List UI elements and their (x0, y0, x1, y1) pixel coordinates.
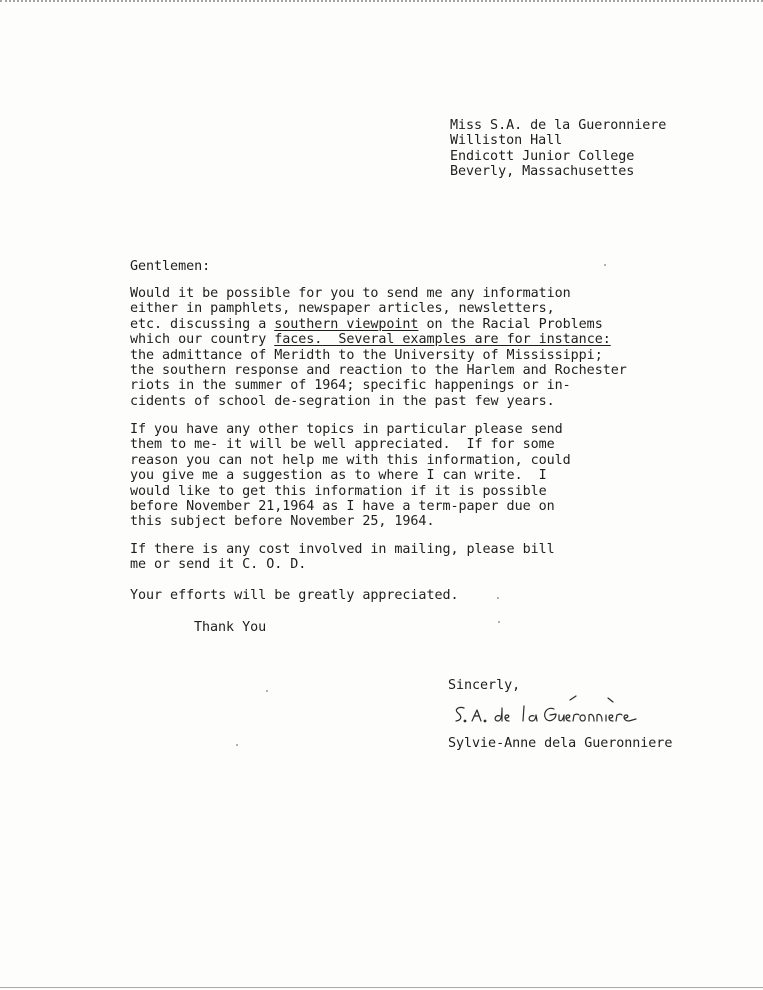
body-line: me or send it C. O. D. (130, 557, 307, 573)
underlined-word: faces. (274, 332, 323, 348)
address-line: Williston Hall (450, 133, 563, 149)
paragraph-2 (130, 422, 571, 530)
handwritten-signature (446, 694, 646, 728)
underlined-phrase: Several examples are for instance: (322, 332, 611, 348)
salutation: Gentlemen: (130, 259, 211, 274)
body-line: either in pamphlets, newspaper articles, newsletters, (130, 301, 555, 317)
paragraph-1 (130, 286, 627, 409)
paper-speck (497, 597, 499, 599)
body-line: this subject before November 25, 1964. (130, 514, 435, 530)
paper-speck (266, 690, 268, 692)
body-line: the southern response and reaction to the Harlem and Rochester (130, 363, 627, 379)
body-line: riots in the summer of 1964; specific happenings or in- (130, 378, 571, 394)
body-line: If there is any cost involved in mailing, please bill (130, 542, 555, 557)
address-line: Beverly, Massachusettes (450, 164, 635, 180)
underlined-phrase: southern viewpoint (274, 316, 419, 332)
paper-speck (604, 264, 606, 266)
typed-name: Sylvie-Anne dela Gueronniere (448, 736, 673, 751)
body-line: which our country (130, 332, 275, 348)
address-line: Endicott Junior College (450, 148, 635, 164)
body-line: them to me- it will be well appreciated. If for some (130, 437, 555, 453)
paragraph-3 (130, 542, 555, 573)
body-line: etc. discussing a (130, 316, 275, 332)
top-edge-border (0, 0, 763, 6)
bottom-edge-line (0, 987, 763, 988)
body-line: before November 21,1964 as I have a term-paper due on (130, 499, 555, 515)
paper-speck (498, 621, 500, 623)
paper-speck (236, 744, 238, 746)
body-line: would like to get this information if it is possible (130, 483, 547, 499)
sender-address (450, 118, 666, 180)
body-line: you give me a suggestion as to where I can write. I (130, 468, 547, 484)
body-line: the admittance of Meridth to the University of Mississippi; (130, 347, 603, 363)
closing: Sincerly, (448, 678, 521, 693)
body-line: cidents of school de-segration in the past few years. (130, 393, 555, 409)
address-line: Miss S.A. de la Gueronniere (450, 118, 667, 133)
paragraph-4: Your efforts will be greatly appreciated. (130, 588, 459, 603)
body-line: reason you can not help me with this information, could (130, 452, 571, 468)
body-line: If you have any other topics in particular please send (130, 422, 563, 437)
body-line: on the Racial Problems (418, 316, 603, 332)
thank-you: Thank You (194, 620, 267, 635)
body-line: Would it be possible for you to send me any information (130, 286, 571, 301)
